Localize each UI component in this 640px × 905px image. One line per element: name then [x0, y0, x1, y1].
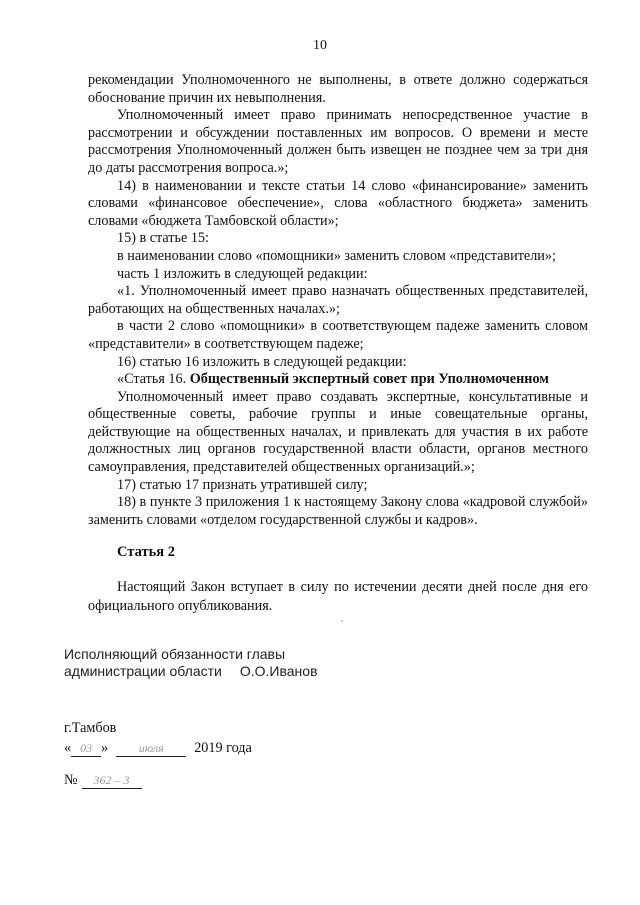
law-text-body: [88, 72, 588, 529]
date-month: июля: [116, 741, 186, 757]
date-line: [64, 740, 252, 757]
city: г.Тамбов: [64, 720, 117, 736]
paragraph: 18) в пункте 3 приложения 1 к настоящему Закону слова «кадровой службой» заменить словами «отделом государственной службы и кадров».: [88, 494, 588, 528]
final-paragraph: Настоящий Закон вступает в силу по истечении десяти дней после дня его официального опубликования.: [88, 579, 588, 614]
signature-title-line1: Исполняющий обязанности главы: [64, 646, 286, 662]
scan-speck: [340, 620, 344, 622]
paragraph: рекомендации Уполномоченного не выполнены, в ответе должно содержаться обоснование причин их невыполнения.: [88, 72, 588, 106]
date-day: 03: [71, 741, 101, 757]
document-number: 362 – 3: [82, 773, 142, 789]
number-sign: №: [64, 772, 78, 788]
document-number-line: [64, 772, 142, 789]
paragraph: 15) в статье 15:: [117, 230, 209, 247]
date-close-quote: »: [101, 740, 109, 756]
date-year: 2019 года: [194, 740, 252, 756]
date-open-quote: «: [64, 740, 72, 756]
paragraph: Уполномоченный имеет право создавать экспертные, консультативные и общественные советы, рабочие группы и иные совещательные органы, действующие на общественных началах, и привлекать для участия в их работе должностных лиц органов государственной власти области, органов местного самоуправления, представителей общественных организаций.»;: [88, 388, 588, 476]
paragraph: 16) статью 16 изложить в следующей редакции:: [117, 353, 407, 370]
paragraph: «1. Уполномоченный имеет право назначать общественных представителей, работающих на общественных началах.»;: [88, 283, 588, 317]
paragraph: 14) в наименовании и тексте статьи 14 слово «финансирование» заменить словами «финансовое обеспечение», слова «областного бюджета» заменить словами «бюджета Тамбовской области»;: [88, 177, 588, 229]
page-number: 10: [313, 38, 327, 53]
article-16-heading: [88, 371, 588, 389]
article-2-heading: Статья 2: [117, 544, 175, 560]
signatory-name: О.О.Иванов: [239, 663, 318, 679]
paragraph: часть 1 изложить в следующей редакции:: [117, 265, 368, 282]
paragraph: 17) статью 17 признать утратившей силу;: [117, 476, 368, 493]
paragraph: в части 2 слово «помощники» в соответствующем падеже заменить словом «представители» в соответствующем падеже;: [88, 318, 588, 352]
paragraph: Уполномоченный имеет право принимать непосредственное участие в рассмотрении и обсуждении поставленных им вопросов. О времени и месте рассмотрения Уполномоченный должен быть извещен не позднее чем за три дня до даты рассмотрения вопроса.»;: [88, 107, 588, 176]
paragraph: в наименовании слово «помощники» заменить словом «представители»;: [117, 247, 556, 264]
signature-block: [64, 646, 318, 680]
article-16-title: Общественный экспертный совет при Уполномоченном: [189, 371, 549, 388]
article-16-prefix: «Статья 16.: [117, 371, 190, 388]
signature-title-line2: администрации области: [64, 663, 222, 679]
